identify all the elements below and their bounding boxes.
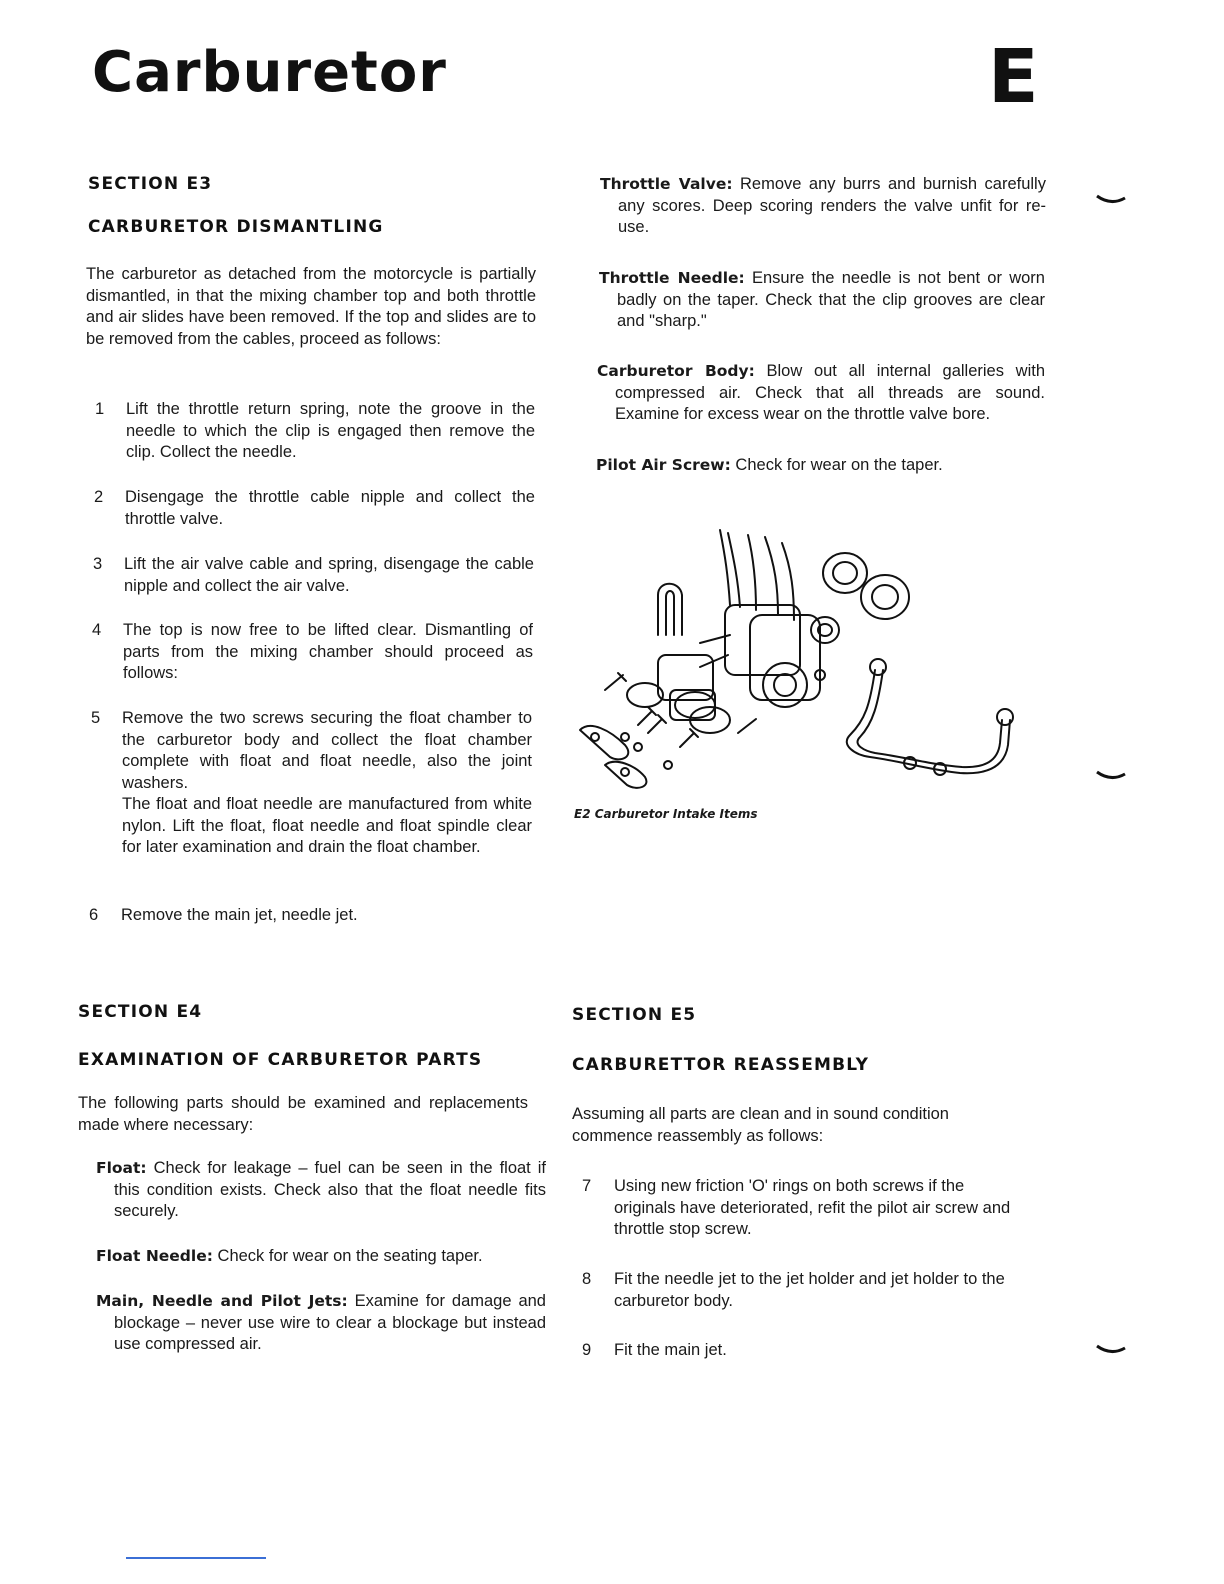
page-title: Carburetor (92, 40, 447, 105)
item-pilot-air-screw (596, 455, 1044, 477)
binder-mark-icon (1095, 1342, 1127, 1362)
step-text: Lift the air valve cable and spring, disengage the cable nipple and collect the air valve. (124, 555, 534, 595)
binder-mark-icon (1095, 192, 1127, 212)
description: Check for leakage – fuel can be seen in the float if this condition exists. Check also that the float needle fits securely. (114, 1159, 546, 1220)
step-text: Fit the needle jet to the jet holder and jet holder to the carburetor body. (614, 1270, 1005, 1310)
item-float-needle (96, 1246, 546, 1268)
section-e5-heading: CARBURETTOR REASSEMBLY (572, 1055, 870, 1075)
term: Pilot Air Screw: (596, 456, 731, 474)
step-number: 5 (91, 709, 101, 727)
carburetor-intake-figure (570, 525, 1040, 800)
section-e3-intro: The carburetor as detached from the motorcycle is partially dismantled, in that the mixing chamber top and both throttle and air slides have been removed. If the top and slides are to be removed from the cables, proceed as follows: (86, 265, 536, 348)
step-text-continued: The float and float needle are manufactured from white nylon. Lift the float, float needle and float spindle clear for later examination and drain the float chamber. (122, 795, 532, 856)
item-jets (96, 1291, 546, 1356)
section-e5 (572, 1005, 1032, 1075)
term: Float: (96, 1159, 147, 1177)
section-e3 (88, 174, 536, 237)
term: Carburetor Body: (597, 362, 755, 380)
step-text: The top is now free to be lifted clear. Dismantling of parts from the mixing chamber should proceed as follows: (123, 621, 533, 682)
cable-line (782, 543, 794, 620)
step-number: 4 (92, 621, 102, 639)
term: Main, Needle and Pilot Jets: (96, 1292, 348, 1310)
section-e4-heading: EXAMINATION OF CARBURETOR PARTS (78, 1050, 483, 1070)
section-e4-label: SECTION E4 (78, 1002, 203, 1022)
step-5 (91, 708, 532, 859)
binder-mark-icon (1095, 768, 1127, 788)
step-text: Fit the main jet. (614, 1341, 727, 1359)
cable-line (720, 530, 730, 605)
description: Blow out all internal galleries with compressed air. Check that all threads are sound. Examine for excess wear on the throttle valve bore. (615, 362, 1045, 423)
step-text: Lift the throttle return spring, note the groove in the needle to which the clip is engaged then remove the clip. Collect the needle. (126, 400, 535, 461)
cable-line (765, 537, 778, 615)
step-1 (95, 399, 535, 464)
step-7 (582, 1176, 1022, 1241)
step-number: 2 (94, 488, 104, 506)
section-e4-intro: The following parts should be examined and replacements made where necessary: (78, 1094, 528, 1134)
step-3 (93, 554, 534, 597)
figure-caption: E2 Carburetor Intake Items (574, 807, 758, 821)
carb-body (750, 615, 820, 700)
step-text: Disengage the throttle cable nipple and collect the throttle valve. (125, 488, 535, 528)
step-text: Remove the main jet, needle jet. (121, 906, 358, 924)
section-e5-intro: Assuming all parts are clean and in sound condition commence reassembly as follows: (572, 1105, 949, 1145)
item-carburetor-body (597, 361, 1045, 426)
rubber-hose (861, 575, 909, 619)
term: Throttle Needle: (599, 269, 745, 287)
step-text: Using new friction 'O' rings on both screws if the originals have deteriorated, refit the pilot air screw and throttle stop screw. (614, 1177, 1011, 1238)
step-number: 6 (89, 906, 99, 924)
term: Float Needle: (96, 1247, 213, 1265)
step-number: 9 (582, 1341, 592, 1359)
cable-line (748, 535, 756, 610)
step-4 (92, 620, 533, 685)
step-number: 8 (582, 1270, 592, 1288)
description: Check for wear on the seating taper. (217, 1247, 483, 1265)
section-e5-label: SECTION E5 (572, 1005, 697, 1025)
step-number: 1 (95, 400, 105, 418)
section-letter: E (988, 34, 1039, 120)
step-8 (582, 1269, 1022, 1312)
section-e3-heading: CARBURETOR DISMANTLING (88, 217, 384, 237)
step-2 (94, 487, 535, 530)
step-number: 3 (93, 555, 103, 573)
description: Remove any burrs and burnish carefully any scores. Deep scoring renders the valve unfit for re-use. (618, 175, 1046, 236)
description: Check for wear on the taper. (735, 456, 943, 474)
step-6 (89, 905, 530, 927)
step-9 (582, 1340, 1022, 1362)
item-float (96, 1158, 546, 1223)
rubber-hose (823, 553, 867, 593)
description: Ensure the needle is not bent or worn badly on the taper. Check that the clip grooves are clear and "sharp." (617, 269, 1045, 330)
footer-rule (126, 1557, 266, 1559)
step-text: Remove the two screws securing the float chamber to the carburetor body and collect the float chamber complete with float and float needle, also the joint washers. (122, 709, 532, 792)
item-throttle-valve (600, 174, 1046, 239)
step-number: 7 (582, 1177, 592, 1195)
section-e4 (78, 1002, 538, 1070)
description: Examine for damage and blockage – never use wire to clear a blockage but instead use compressed air. (114, 1292, 546, 1353)
section-e3-label: SECTION E3 (88, 174, 213, 194)
item-throttle-needle (599, 268, 1045, 333)
term: Throttle Valve: (600, 175, 733, 193)
